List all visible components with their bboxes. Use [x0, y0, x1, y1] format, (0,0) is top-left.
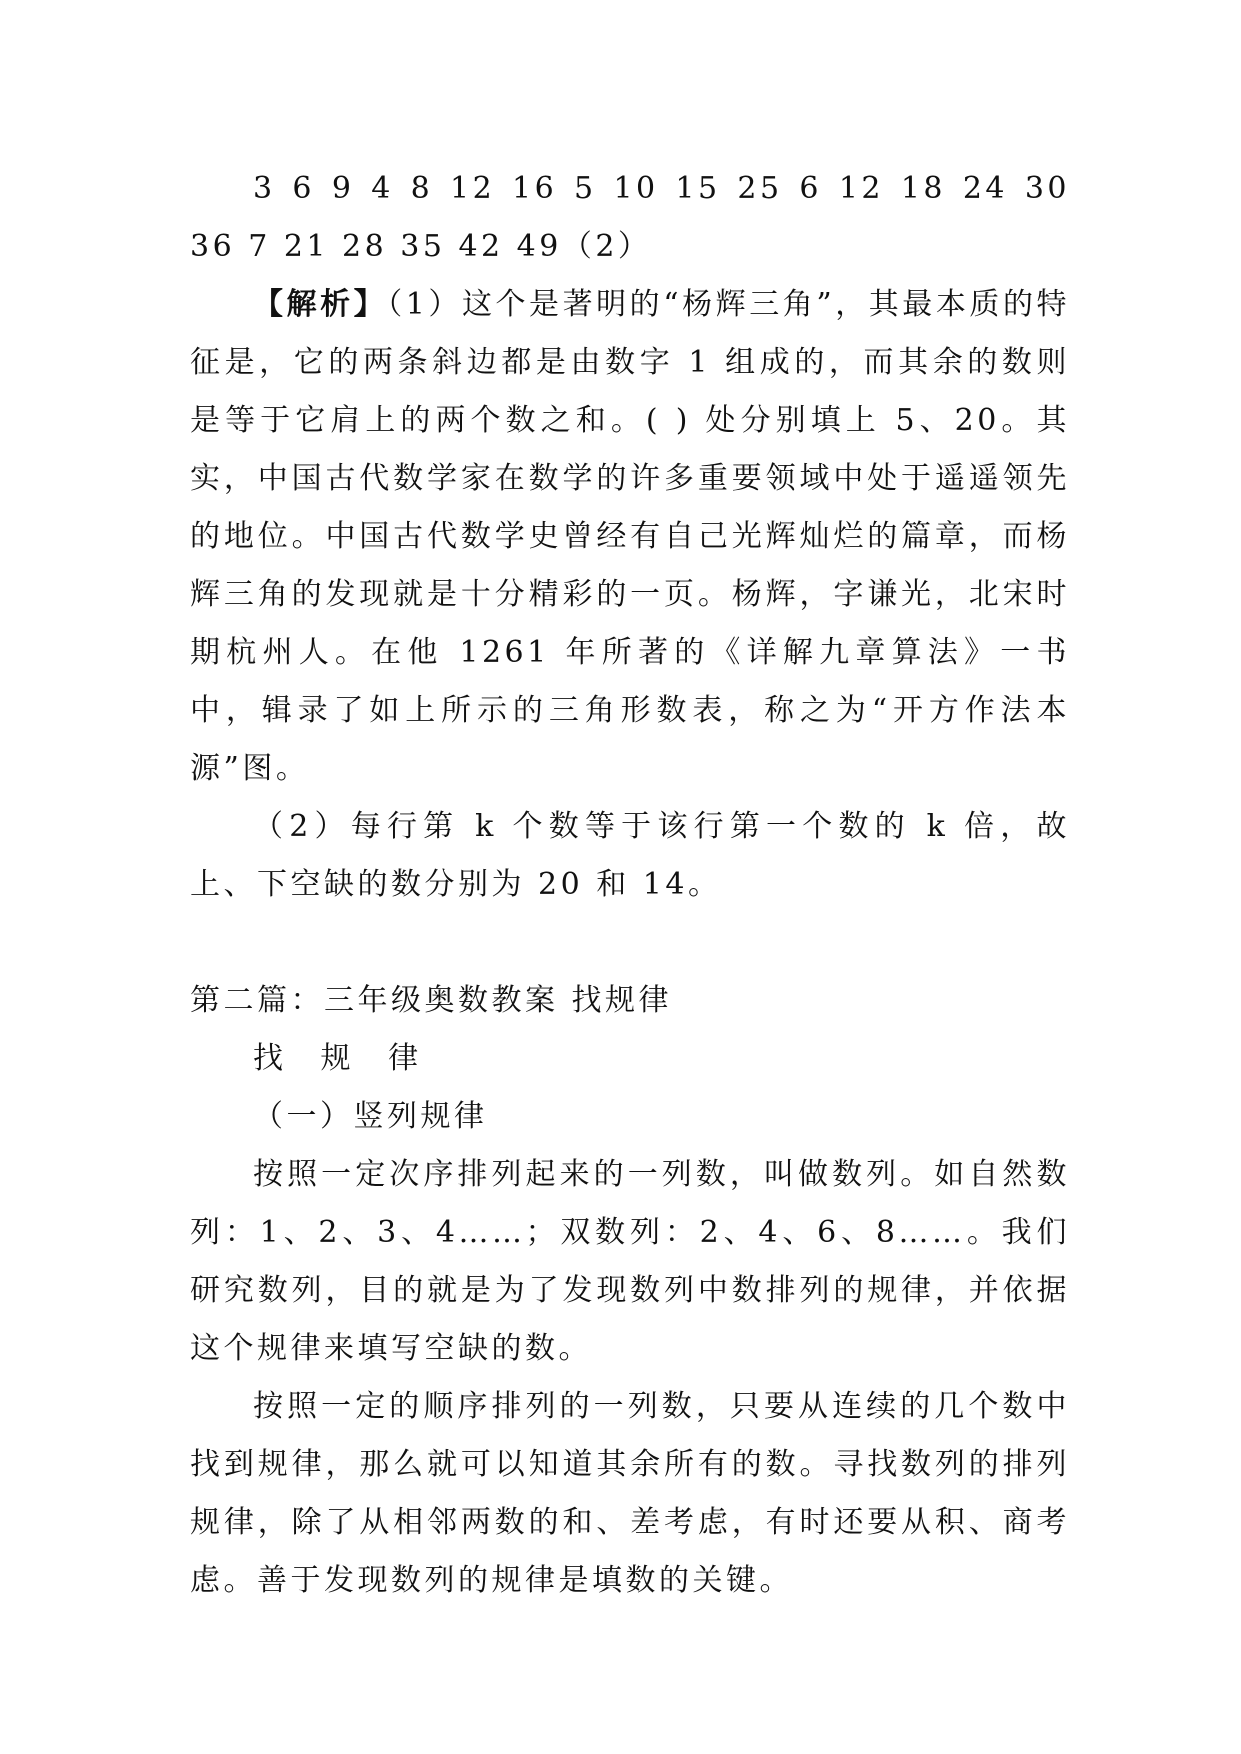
body-paragraph-1: 按照一定次序排列起来的一列数，叫做数列。如自然数列：1、2、3、4……；双数列：2、4、6、8……。我们研究数列，目的就是为了发现数列中数排列的规律，并依据这个规律来填写空缺的数。 [190, 1157, 1070, 1366]
document-page [190, 160, 1070, 1610]
body-paragraph-2: 按照一定的顺序排列的一列数，只要从连续的几个数中找到规律，那么就可以知道其余所有的数。寻找数列的排列规律，除了从相邻两数的和、差考虑，有时还要从积、商考虑。善于发现数列的规律是填数的关键。 [190, 1389, 1070, 1598]
subtitle: 找 规 律 [253, 1041, 433, 1076]
analysis-text-1: （1）这个是著明的“杨辉三角”，其最本质的特征是，它的两条斜边都是由数字 1 组成的，而其余的数则是等于它肩上的两个数之和。( ) 处分别填上 5、20。其实，中国古代数学家在数学的许多重要领域中处于遥遥领先的地位。中国古代数学史曾经有自己光辉灿烂的篇章，而杨辉三角的发现就是十分精彩的一页。杨辉，字谦光，北宋时期杭州人。在他 1261 年所著的《详解九章算法》一书中，辑录了如上所示的三角形数表，称之为“开方作法本源”图。 [190, 287, 1071, 786]
section-title: 第二篇：三年级奥数教案 找规律 [190, 983, 673, 1018]
analysis-paragraph-1 [190, 276, 1070, 798]
number-sequence-line: 3 6 9 4 8 12 16 5 10 15 25 6 12 18 24 30 36 7 21 28 35 42 49（2） [190, 171, 1070, 264]
analysis-paragraph-2: （2）每行第 k 个数等于该行第一个数的 k 倍，故上、下空缺的数分别为 20 和 14。 [190, 809, 1070, 902]
subsection-title: （一）竖列规律 [253, 1099, 488, 1134]
analysis-tag: 【解析】 [253, 287, 388, 322]
